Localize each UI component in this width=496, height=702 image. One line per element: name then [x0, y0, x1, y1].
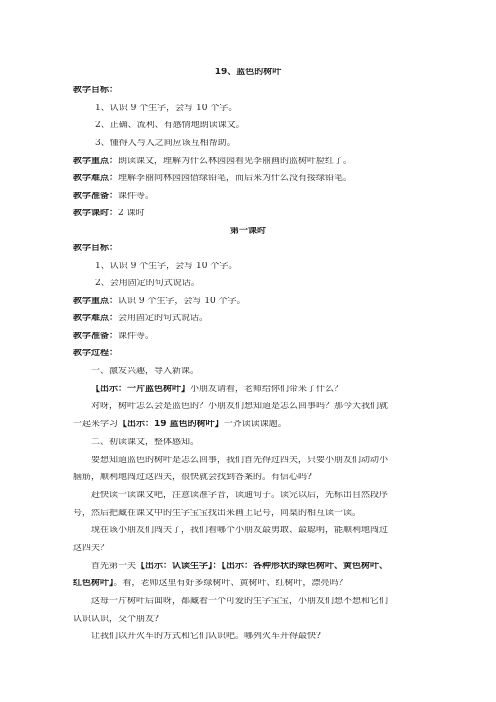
- lesson-difficulty-text: 会用固定的句式说话。: [118, 314, 209, 323]
- lesson-preparation-line: [73, 332, 425, 341]
- process-step-1: 一、激发兴趣，导入新课。: [91, 367, 200, 376]
- process-para: 现在该小朋友们闯关了，我们看哪个小朋友最勇敢、最聪明，能顺利地闯过: [91, 526, 389, 535]
- lesson-key-line: [73, 297, 425, 306]
- process-para: [91, 385, 425, 394]
- lesson-preparation-text: 课件等。: [118, 332, 155, 341]
- goal-item-3: 3、懂得人与人之间应该互相帮助。: [95, 139, 236, 148]
- process-para: 让我们以开火车的方式和它们认识吧。哪列火车开得最快?: [91, 632, 321, 641]
- goal-item-1: 1、认识 9 个生字，会写 10 个字。: [95, 104, 238, 113]
- process-label: 教学过程：: [73, 349, 119, 358]
- process-para: [73, 579, 425, 588]
- process-para: 号，然后把藏在课文中的生字宝宝找出来画上记号，同桌的相互读一读。: [73, 509, 362, 518]
- lesson-goal-item-1: 1、认识 9 个生字，会写 10 个字。: [95, 262, 238, 271]
- display-note: 【出示：认读生字】：【出示：各种形状的绿色树叶、黄色树叶、: [136, 562, 389, 571]
- lesson-preparation-label: 教学准备：: [73, 332, 119, 341]
- display-note: 【出示：一片蓝色树叶】: [91, 385, 191, 394]
- page-title: 19、蓝色的树叶: [214, 68, 282, 77]
- process-para: 认识认识，交个朋友?: [73, 615, 159, 624]
- process-para: [73, 420, 425, 429]
- hours-line: [73, 209, 425, 218]
- goal-item-2: 2、正确、流利、有感情地朗读课文。: [95, 121, 245, 130]
- difficulty-label: 教学难点：: [73, 174, 119, 183]
- process-text: 。看，老师这里有好多绿树叶、黄树叶、红树叶，漂亮吗？: [113, 579, 348, 588]
- display-note: 【出示：19 蓝色的树叶】: [118, 420, 224, 429]
- hours-text: 2 课时: [118, 209, 145, 218]
- process-text: 一齐读读课题。: [223, 420, 287, 429]
- process-para: 赶快读一读课文吧，注意读准字音，读通句子。读完以后，先标出自然段序: [91, 491, 389, 500]
- hours-label: 教学课时：: [73, 209, 119, 218]
- preparation-text: 课件等。: [118, 192, 155, 201]
- process-para: [91, 562, 425, 571]
- key-point-line: [73, 157, 425, 166]
- process-para: 对呀，树叶怎么会是蓝色的？小朋友们想知道是怎么回事吗？那今天我们就: [91, 402, 389, 411]
- key-label: 教学重点：: [73, 157, 119, 166]
- lesson-title: 第一课时: [229, 227, 266, 236]
- lesson-goal-item-2: 2、会用固定的句式说话。: [95, 279, 200, 288]
- difficulty-text: 理解李丽向林园园借绿铅笔，而后来为什么没有接绿铅笔。: [118, 174, 353, 183]
- process-para: 要想知道蓝色的树叶是怎么回事，我们首先得过四关，只要小朋友们动动小: [91, 456, 389, 465]
- difficulty-line: [73, 174, 425, 183]
- lesson-difficulty-label: 教学难点：: [73, 314, 119, 323]
- key-text: 朗读课文，理解为什么林园园看见李丽画的蓝树叶脸红了。: [118, 157, 353, 166]
- display-note: 红色树叶】: [73, 579, 114, 588]
- lesson-key-text: 认识 9 个生字，会写 10 个字。: [118, 297, 246, 306]
- process-step-2: 二、初读课文，整体感知。: [91, 438, 200, 447]
- preparation-label: 教学准备：: [73, 192, 119, 201]
- process-para: 脑筋，顺利地闯过这四关，很快就会找到答案的。有信心吗?: [73, 473, 312, 482]
- lesson-difficulty-line: [73, 314, 425, 323]
- lesson-goal-label: 教学目标：: [73, 244, 119, 253]
- process-text: 小朋友请看，老师给你们带来了什么？: [190, 385, 344, 394]
- process-text: 首先第一关: [91, 562, 137, 571]
- lesson-key-label: 教学重点：: [73, 297, 119, 306]
- goal-label: 教学目标：: [73, 86, 119, 95]
- process-para: 这四关？: [73, 544, 110, 553]
- process-para: 这每一片树叶后面呀，都藏着一个可爱的生字宝宝，小朋友们想不想和它们: [91, 597, 389, 606]
- process-text: 一起来学习: [73, 420, 119, 429]
- preparation-line: [73, 192, 425, 201]
